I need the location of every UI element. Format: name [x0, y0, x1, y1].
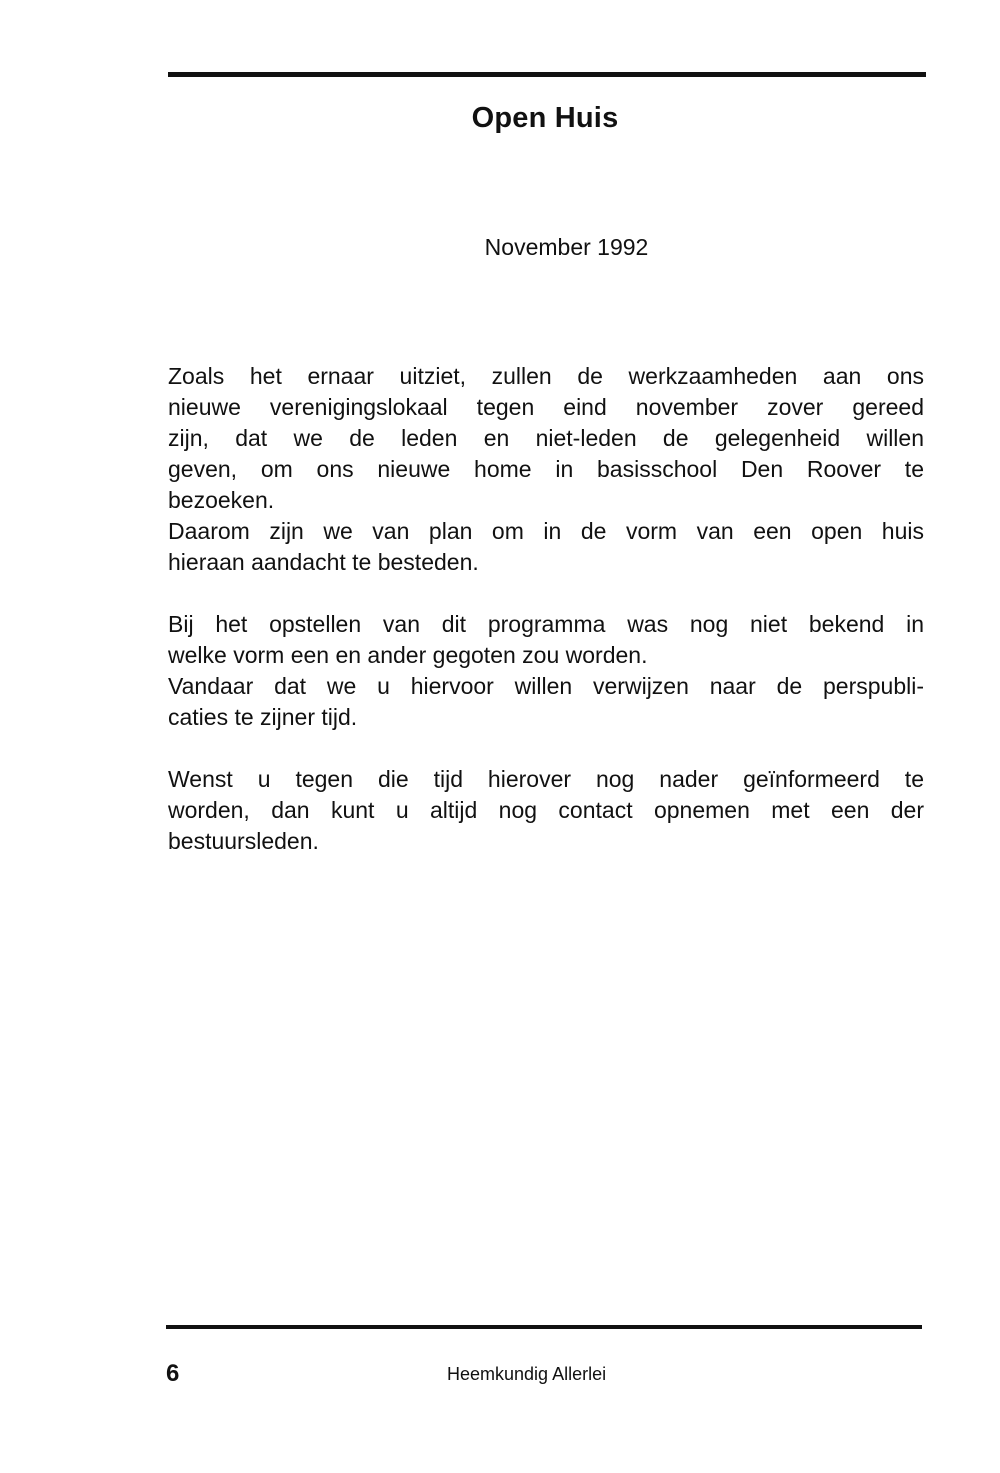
text-line: nieuwe verenigingslokaal tegen eind november zover gereed	[168, 394, 924, 420]
text-line: Daarom zijn we van plan om in de vorm van een open huis	[168, 518, 924, 544]
text-line: Vandaar dat we u hiervoor willen verwijzen naar de perspubli-	[168, 673, 924, 699]
article-date: November 1992	[484, 234, 649, 260]
text-line: bestuursleden.	[168, 828, 319, 854]
top-rule	[168, 72, 926, 77]
paragraph	[168, 764, 924, 857]
text-line: Zoals het ernaar uitziet, zullen de werkzaamheden aan ons	[168, 363, 924, 389]
paragraph	[168, 361, 924, 578]
text-line: welke vorm een en ander gegoten zou worden.	[168, 642, 648, 668]
bottom-rule	[166, 1325, 922, 1329]
page-title: Open Huis	[471, 102, 619, 134]
text-line: Bij het opstellen van dit programma was nog niet bekend in	[168, 611, 924, 637]
text-line: zijn, dat we de leden en niet-leden de gelegenheid willen	[168, 425, 924, 451]
text-line: Wenst u tegen die tijd hierover nog nader geïnformeerd te	[168, 766, 924, 792]
article-body	[168, 361, 924, 888]
text-line: worden, dan kunt u altijd nog contact opnemen met een der	[168, 797, 924, 823]
text-line: hieraan aandacht te besteden.	[168, 549, 479, 575]
text-line: bezoeken.	[168, 487, 275, 513]
publication-name: Heemkundig Allerlei	[447, 1364, 607, 1384]
text-line: caties te zijner tijd.	[168, 704, 358, 730]
page-number: 6	[166, 1360, 180, 1387]
paragraph	[168, 609, 924, 733]
text-line: geven, om ons nieuwe home in basisschool Den Roover te	[168, 456, 924, 482]
